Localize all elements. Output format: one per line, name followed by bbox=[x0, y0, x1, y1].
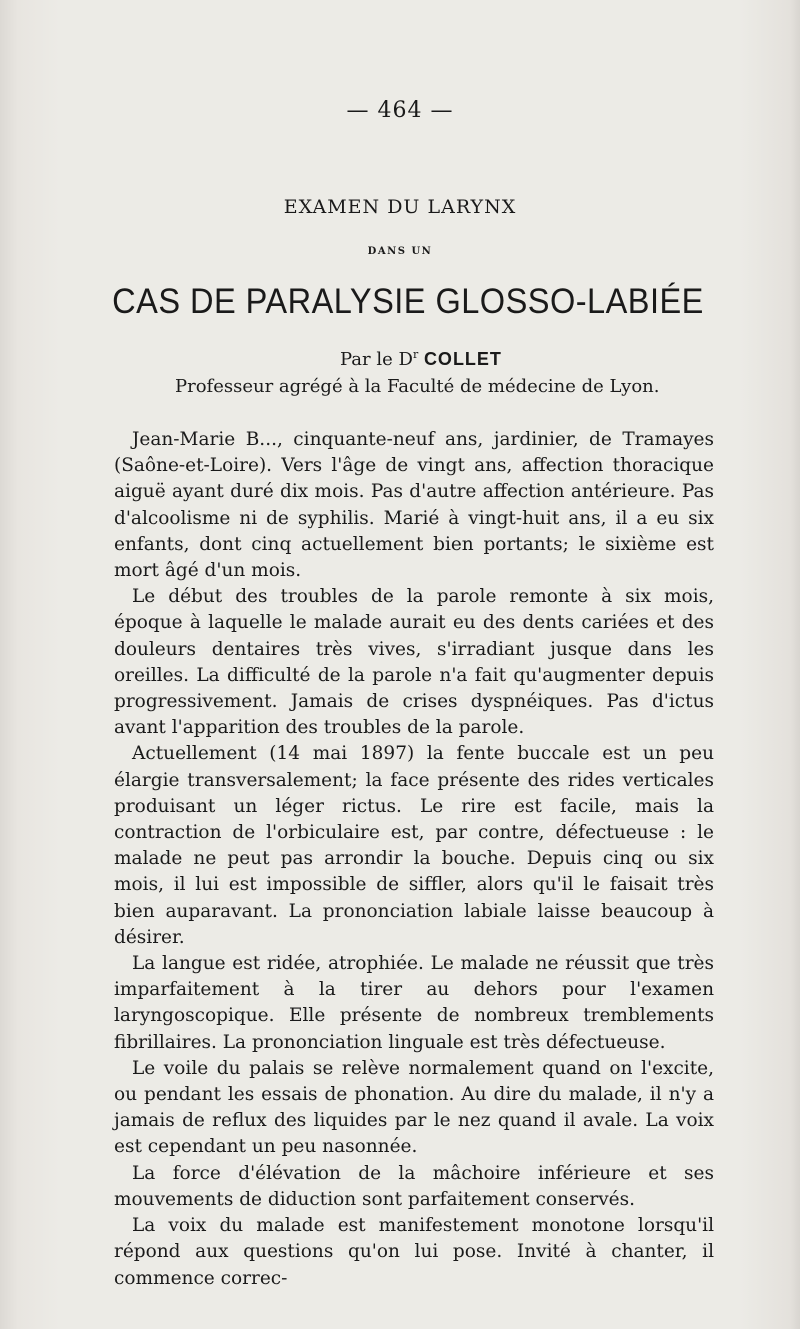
section-heading: EXAMEN DU LARYNX bbox=[283, 196, 517, 218]
paragraph: Le voile du palais se relève normalement quand on l'excite, ou pendant les essais de phonation. Au dire du malade, il n'y a jamais de reflux des liquides par le nez quand il avale. La voix est cependant un peu nasonnée. bbox=[114, 1057, 714, 1158]
page-number: — 464 — bbox=[346, 98, 454, 123]
body-text bbox=[114, 427, 714, 1292]
paragraph: Actuellement (14 mai 1897) la fente buccale est un peu élargie transversalement; la face présente des rides verticales produisant un léger rictus. Le rire est facile, mais la contraction de l'orbiculaire est, par contre, défectueuse : le malade ne peut pas arrondir la bouche. Depuis cinq ou six mois, il lui est impossible de siffler, alors qu'il le faisait très bien auparavant. La prononciation labiale laisse beaucoup à désirer. bbox=[114, 743, 714, 948]
author-name: COLLET bbox=[423, 349, 502, 369]
paragraph: La langue est ridée, atrophiée. Le malade ne réussit que très imparfaitement à la tirer au dehors pour l'examen laryngoscopique. Elle présente de nombreux tremblements fibrillaires. La prononciation linguale est très défectueuse. bbox=[114, 953, 714, 1053]
paragraph: La voix du malade est manifestement monotone lorsqu'il répond aux questions qu'on lui pose. Invité à chanter, il commence correc- bbox=[114, 1215, 714, 1289]
byline bbox=[340, 348, 502, 370]
paragraph: Le début des troubles de la parole remonte à six mois, époque à laquelle le malade aurait eu des dents cariées et des douleurs dentaires très vives, s'irradiant jusque dans les oreilles. La difficulté de la parole n'a fait qu'augmenter depuis progressivement. Jamais de crises dyspnéiques. Pas d'ictus avant l'apparition des troubles de la parole. bbox=[114, 586, 714, 739]
byline-sup: r bbox=[412, 348, 419, 361]
author-affiliation: Professeur agrégé à la Faculté de médecine de Lyon. bbox=[175, 376, 660, 397]
paragraph: Jean-Marie B..., cinquante-neuf ans, jardinier, de Tramayes (Saône-et-Loire). Vers l'âge de vingt ans, affection thoracique aiguë ayant duré dix mois. Pas d'autre affection antérieure. Pas d'alcoolisme ni de syphilis. Marié à vingt-huit ans, il a eu six enfants, dont cinq actuellement bien portants; le sixième est mort âgé d'un mois. bbox=[114, 429, 714, 582]
section-subheading: DANS UN bbox=[367, 246, 433, 257]
paragraph: La force d'élévation de la mâchoire inférieure et ses mouvements de diduction sont parfaitement conservés. bbox=[114, 1162, 714, 1210]
byline-prefix: Par le D bbox=[340, 349, 413, 370]
article-title: CAS DE PARALYSIE GLOSSO-LABIÉE bbox=[112, 282, 704, 321]
